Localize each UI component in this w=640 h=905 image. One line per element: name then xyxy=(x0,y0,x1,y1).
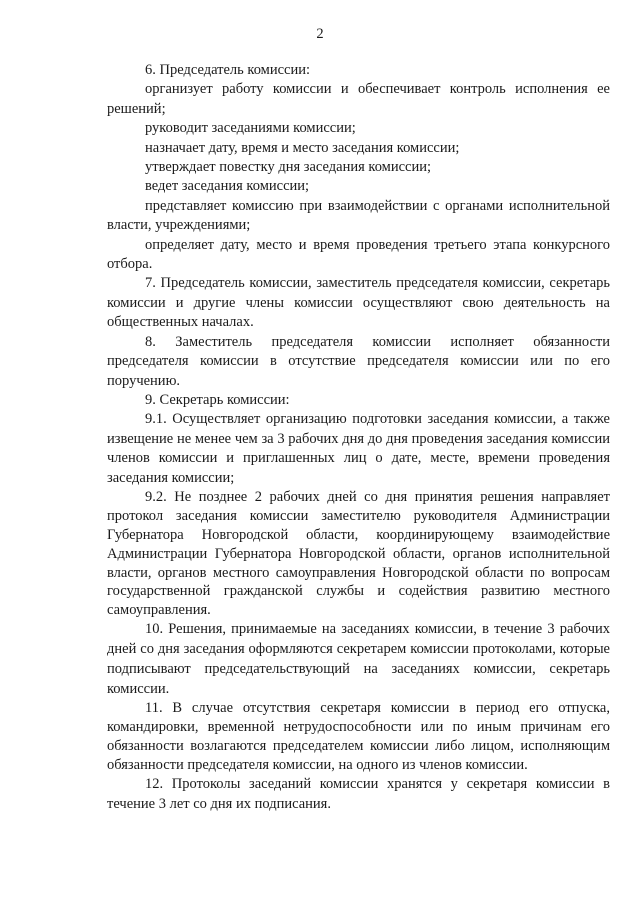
paragraph-12: 12. Протоколы заседаний комиссии хранятся у секретаря комиссии в течение 3 лет со дня их подписания. xyxy=(107,776,610,812)
document-body xyxy=(107,61,610,814)
paragraph-6-item-6: представляет комиссию при взаимодействии с органами исполнительной власти, учреждениями; xyxy=(107,197,610,234)
paragraph-8: 8. Заместитель председателя комиссии исполняет обязанности председателя комиссии в отсутствие председателя комиссии или по его поручению. xyxy=(107,333,610,389)
paragraph-9-2: 9.2. Не позднее 2 рабочих дней со дня принятия решения направляет протокол заседания комиссии заместителю руководителя Администрации Губернатора Новгородской области, координирующему взаимодействие Администрации Губернатора Новгородской области, органов исполнительной власти, органов местного самоуправления Новгородской области по вопросам государственной гражданской службы и содействия развитию местного самоуправления. xyxy=(107,488,610,619)
paragraph-6-item-5: ведет заседания комиссии; xyxy=(145,178,310,195)
paragraph-9-heading: 9. Секретарь комиссии: xyxy=(145,391,290,408)
paragraph-9-1: 9.1. Осуществляет организацию подготовки заседания комиссии, а также извещение не менее чем за 3 рабочих дня до дня проведения заседания комиссии членов комиссии и приглашенных лиц о дате, месте, времени проведения заседания комиссии; xyxy=(107,411,610,486)
paragraph-6-heading: 6. Председатель комиссии: xyxy=(145,62,311,78)
paragraph-6-item-7: определяет дату, место и время проведения третьего этапа конкурсного отбора. xyxy=(107,236,610,273)
paragraph-11: 11. В случае отсутствия секретаря комиссии в период его отпуска, командировки, временной нетрудоспособности или по иным причинам его обязанности возлагаются председателем комиссии либо лицом, исполняющим обязанности председателя комиссии, на одного из членов комиссии. xyxy=(107,700,610,774)
paragraph-6-item-1: организует работу комиссии и обеспечивает контроль исполнения ее решений; xyxy=(107,81,610,117)
paragraph-10: 10. Решения, принимаемые на заседаниях комиссии, в течение 3 рабочих дней со дня заседания оформляются секретарем комиссии протоколами, которые подписывают председательствующий на заседаниях комиссии, секретарь комиссии. xyxy=(107,621,610,697)
paragraph-6-item-3: назначает дату, время и место заседания комиссии; xyxy=(145,139,460,156)
page-number: 2 xyxy=(316,26,324,42)
paragraph-6-item-2: руководит заседаниями комиссии; xyxy=(145,120,356,137)
paragraph-6-item-4: утверждает повестку дня заседания комиссии; xyxy=(145,159,432,176)
paragraph-7: 7. Председатель комиссии, заместитель председателя комиссии, секретарь комиссии и другие члены комиссии осуществляют свою деятельность на общественных началах. xyxy=(107,275,610,331)
